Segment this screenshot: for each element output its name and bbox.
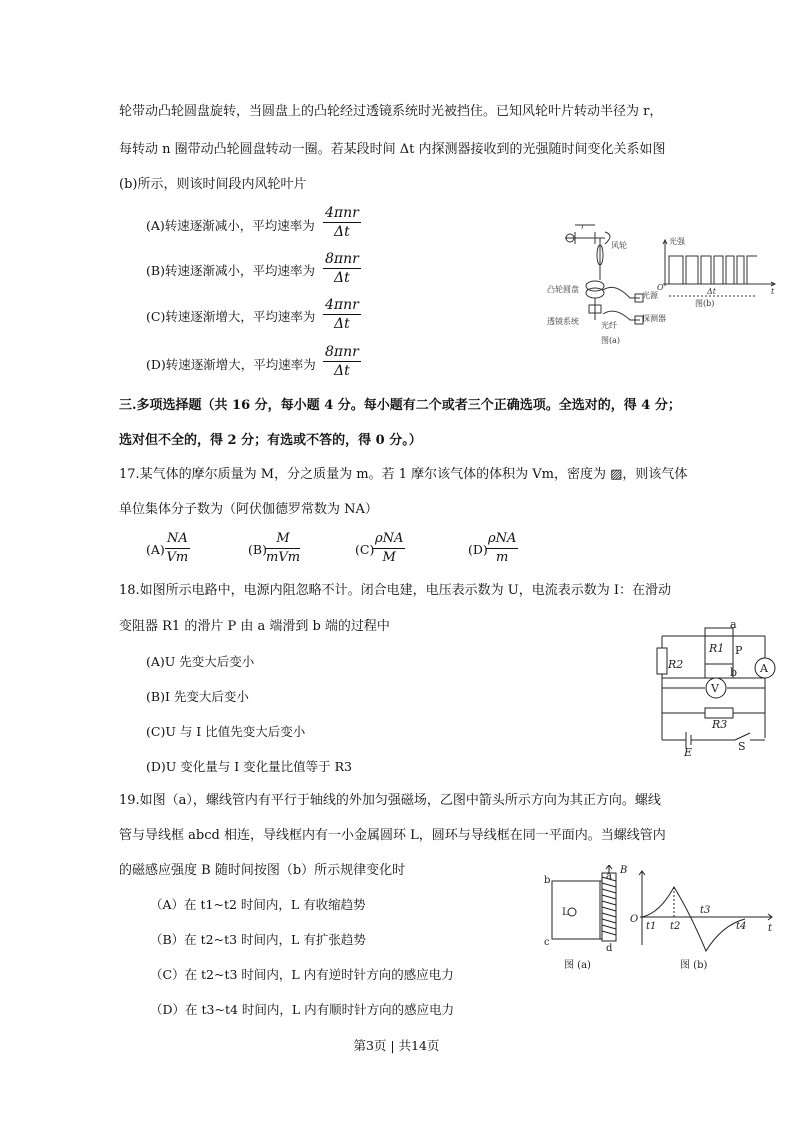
q19-option-a: （A）在 t1~t2 时间内，L 有收缩趋势 bbox=[150, 897, 366, 912]
q17-option-a: (A) bbox=[146, 542, 165, 557]
q18-option-d: (D)U 变化量与 I 变化量比值等于 R3 bbox=[146, 759, 353, 774]
q18-fig-A: A bbox=[760, 662, 768, 675]
q16-figure bbox=[545, 210, 785, 350]
page-footer: 第3页 | 共14页 bbox=[353, 1038, 440, 1053]
q18-fig-R3: R3 bbox=[712, 718, 728, 731]
q16-fig-origin: O bbox=[657, 283, 664, 292]
q16-fig-tulun: 凸轮圆盘 bbox=[547, 285, 579, 294]
q19-option-d: （D）在 t3~t4 时间内，L 内有顺时针方向的感应电力 bbox=[150, 1002, 455, 1017]
q16-option-d-fraction: 8πnr Δt bbox=[325, 344, 359, 379]
section3-line-2: 选对但不全的，得 2 分；有选或不答的，得 0 分。） bbox=[119, 433, 422, 448]
q16-option-b-fraction: 8πnr Δt bbox=[325, 251, 359, 286]
q16-option-b: (B)转速逐渐减小，平均速率为 bbox=[146, 263, 315, 278]
q16-option-d: (D)转速逐渐增大，平均速率为 bbox=[146, 357, 316, 372]
q16-fig-guangxian: 光纤 bbox=[601, 321, 617, 330]
q16-fig-a-caption: 图(a) bbox=[601, 336, 621, 345]
q19-fig-O: O bbox=[630, 914, 639, 925]
q18-fig-R2: R2 bbox=[668, 658, 684, 671]
q19-fig-t4: t4 bbox=[736, 921, 747, 932]
q19-line-2: 管与导线框 abcd 相连，导线框内有一小金属圆环 L，圆环与导线框在同一平面内。当螺线管内 bbox=[119, 828, 666, 843]
q17-option-b: (B) bbox=[248, 542, 267, 557]
q18-option-b: (B)I 先变大后变小 bbox=[146, 689, 249, 704]
q19-fig-a-caption: 图 (a) bbox=[564, 960, 591, 971]
q18-option-c: (C)U 与 I 比值先变大后变小 bbox=[146, 724, 306, 739]
q16-fig-dt: Δt bbox=[707, 287, 716, 296]
q17-option-d-fraction: ρNA m bbox=[488, 531, 517, 565]
q16-fig-toujing: 透镜系统 bbox=[547, 317, 579, 326]
q19-fig-t2: t2 bbox=[670, 921, 681, 932]
q18-line-1: 18.如图所示电路中，电源内阻忽略不计。闭合电建，电压表示数为 U，电流表示数为 I：在滑动 bbox=[119, 583, 672, 598]
q16-fig-t: t bbox=[771, 287, 775, 296]
q19-option-b: （B）在 t2~t3 时间内，L 有扩张趋势 bbox=[150, 932, 366, 947]
q17-option-c-fraction: ρNA M bbox=[375, 531, 404, 565]
section3-line-1: 三.多项选择题（共 16 分，每小题 4 分。每小题有二个或者三个正确选项。全选对的，得 4 分； bbox=[119, 398, 681, 413]
q19-fig-d: d bbox=[606, 943, 613, 954]
q18-line-2: 变阻器 R1 的滑片 P 由 a 端滑到 b 端的过程中 bbox=[119, 619, 390, 634]
q17-line-2: 单位集体分子数为（阿伏伽德罗常数为 NA） bbox=[119, 502, 378, 517]
q16-option-a-fraction: 4πnr Δt bbox=[325, 205, 359, 240]
q19-fig-c: c bbox=[544, 937, 550, 948]
q16-option-a: (A)转速逐渐减小，平均速率为 bbox=[146, 218, 315, 233]
q18-option-a: (A)U 先变大后变小 bbox=[146, 654, 255, 669]
q18-fig-a: a bbox=[730, 618, 737, 631]
intro-line-1: 轮带动凸轮圆盘旋转，当圆盘上的凸轮经过透镜系统时光被挡住。已知风轮叶片转动半径为 r， bbox=[119, 104, 663, 119]
q19-line-1: 19.如图（a），螺线管内有平行于轴线的外加匀强磁场，乙图中箭头所示方向为其正方向。螺线 bbox=[119, 793, 661, 808]
q18-circuit-figure bbox=[650, 618, 785, 758]
intro-line-2: 每转动 n 圈带动凸轮圆盘转动一圈。若某段时间 Δt 内探测器接收到的光强随时间变化关系如图 bbox=[119, 142, 666, 157]
q19-fig-t1: t1 bbox=[646, 921, 657, 932]
q18-fig-b: b bbox=[730, 666, 738, 679]
q18-fig-P: P bbox=[735, 644, 743, 657]
q19-fig-t: t bbox=[768, 923, 773, 934]
q17-option-d: (D) bbox=[468, 542, 488, 557]
q18-fig-R1: R1 bbox=[709, 642, 725, 655]
q16-fig-r: r bbox=[581, 222, 585, 231]
q16-fig-fenglun: 风轮 bbox=[611, 241, 627, 250]
q19-option-c: （C）在 t2~t3 时间内，L 内有逆时针方向的感应电力 bbox=[150, 967, 454, 982]
q18-fig-S: S bbox=[738, 740, 746, 753]
intro-line-3: (b)所示，则该时间段内风轮叶片 bbox=[119, 177, 307, 192]
q19-fig-b-caption: 图 (b) bbox=[680, 960, 708, 971]
q19-fig-L: L bbox=[562, 907, 569, 918]
q17-option-c: (C) bbox=[355, 542, 375, 557]
q17-option-a-fraction: $\frac{NA}{Vm}$ bbox=[166, 531, 189, 565]
q18-fig-E: E bbox=[684, 746, 693, 758]
q16-option-c-fraction: 4πnr Δt bbox=[325, 297, 359, 332]
q17-option-b-fraction: M mVm bbox=[266, 531, 301, 565]
q16-fig-tanceqi: 探测器 bbox=[642, 314, 666, 323]
q19-fig-B: B bbox=[620, 865, 628, 876]
q16-fig-guangyuan: 光源 bbox=[642, 291, 658, 300]
q19-fig-b: b bbox=[544, 875, 551, 886]
q16-fig-guangqiang: 光强 bbox=[669, 237, 685, 246]
q19-line-3: 的磁感应强度 B 随时间按图（b）所示规律变化时 bbox=[119, 863, 406, 878]
q17-line-1: 17.某气体的摩尔质量为 M，分之质量为 m。若 1 摩尔该气体的体积为 Vm，密度为 ▨，则该气体 bbox=[119, 467, 688, 482]
q19-figure bbox=[540, 865, 780, 975]
q18-fig-V: V bbox=[711, 682, 719, 695]
q16-fig-b-caption: 图(b) bbox=[695, 299, 715, 308]
q16-option-c: (C)转速逐渐增大，平均速率为 bbox=[146, 309, 316, 324]
q19-fig-t3: t3 bbox=[700, 905, 711, 916]
q19-fig-a: a bbox=[606, 871, 612, 882]
